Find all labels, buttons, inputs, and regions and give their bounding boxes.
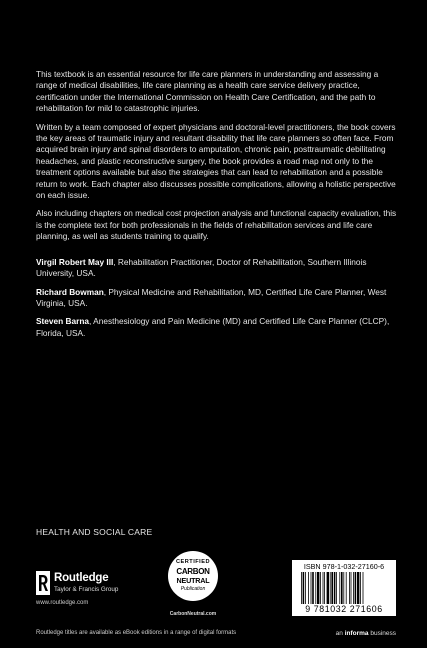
barcode-bar <box>330 572 331 604</box>
barcode-bar <box>317 572 319 604</box>
author-description: , Rehabilitation Practitioner, Doctor of Rehabilitation, Southern Illinois University, USA. <box>36 256 367 279</box>
ebook-note: Routledge titles are available as eBook editions in a range of digital formats <box>36 630 237 636</box>
barcode-icon <box>300 572 390 604</box>
publisher-url: www.routledge.com <box>36 600 89 606</box>
informa-business-tag <box>336 630 396 637</box>
barcode-bar <box>334 572 336 604</box>
barcode-bar <box>336 572 337 604</box>
carbon-neutral-badge-icon <box>168 551 218 601</box>
routledge-logo-icon <box>36 571 50 595</box>
carbon-neutral-url: CarbonNeutral.com <box>169 611 217 617</box>
barcode-bar <box>351 572 352 604</box>
isbn-label: ISBN 978-1-032-27160-6 <box>303 562 385 571</box>
isbn-digits: 9 781032 271606 <box>305 604 383 614</box>
barcode-bar <box>343 572 344 604</box>
publisher-block <box>36 571 156 611</box>
author-description: , Physical Medicine and Rehabilitation, MD, Certified Life Care Planner, West Virginia, USA. <box>36 286 387 308</box>
barcode-bar <box>308 572 309 604</box>
barcode-bar <box>349 572 350 604</box>
barcode-bar <box>363 572 364 604</box>
informa-suffix: business <box>368 630 396 637</box>
informa-brand: informa <box>344 630 369 637</box>
carbon-certified-text: CERTIFIED <box>175 559 211 565</box>
barcode-bar <box>346 572 347 604</box>
isbn-barcode-box <box>292 560 396 616</box>
author-name: Virgil Robert May III <box>36 256 114 267</box>
description-paragraph-2: Written by a team composed of expert physicians and doctoral-level practitioners, the book covers the key areas of traumatic injury and resultant disability that life care planners so often face. From acquired brain injury and spinal disorders to amputation, chronic pain, posttraumatic debilitating headaches, and plastic reconstructive surgery, the book provides a road map not only to the treatment options available but also the strategies that can lead to rehabilitation and a possible return to work. Each chapter also discusses possible complications, allowing a holistic perspective on each issue. <box>36 121 396 201</box>
barcode-bar <box>327 572 329 604</box>
barcode-bar <box>357 572 359 604</box>
barcode-bar <box>341 572 343 604</box>
barcode-bar <box>355 572 357 604</box>
subject-category: HEALTH AND SOCIAL CARE <box>36 527 153 537</box>
barcode-bar <box>315 572 316 604</box>
barcode-bar <box>323 572 324 604</box>
publisher-name: Routledge <box>54 572 109 584</box>
description-paragraph-1: This textbook is an essential resource for life care planners in understanding and assessing a range of medical disabilities, life care planning as a health care service delivery practice, certification under the International Commission on Health Care Certification, and the path to rehabilitation for mild to catastrophic injuries. <box>36 69 379 114</box>
barcode-bar <box>311 572 312 604</box>
description-paragraph-3: Also including chapters on medical cost projection analysis and functional capacity evaluation, this is the complete text for both professionals in the fields of rehabilitation services and life care planning, as well as students training to qualify. <box>36 208 397 242</box>
author-entry <box>36 287 398 310</box>
barcode-bar <box>339 572 340 604</box>
barcode-bar <box>303 572 305 604</box>
carbon-publication-text: Publication <box>180 586 206 592</box>
barcode-bar <box>353 572 354 604</box>
author-entry <box>36 316 398 339</box>
author-list <box>36 257 398 339</box>
author-name: Steven Barna <box>36 316 90 327</box>
barcode-bar <box>331 572 333 604</box>
carbon-line2-text: NEUTRAL <box>176 576 210 585</box>
author-name: Richard Bowman <box>36 286 104 297</box>
barcode-bar <box>360 572 361 604</box>
author-entry <box>36 257 398 280</box>
barcode-bar <box>301 572 302 604</box>
barcode-bar <box>312 572 314 604</box>
barcode-bar <box>305 572 306 604</box>
carbon-neutral-logo <box>162 551 224 623</box>
barcode-bar <box>324 572 325 604</box>
author-description: , Anesthesiology and Pain Medicine (MD) and Certified Life Care Planner (CLCP), Florida, USA. <box>36 316 390 338</box>
publisher-group: Taylor & Francis Group <box>54 586 119 593</box>
barcode-bar <box>320 572 321 604</box>
informa-prefix: an <box>335 630 345 637</box>
cover-text <box>36 69 398 346</box>
carbon-line1-text: CARBON <box>176 567 210 576</box>
